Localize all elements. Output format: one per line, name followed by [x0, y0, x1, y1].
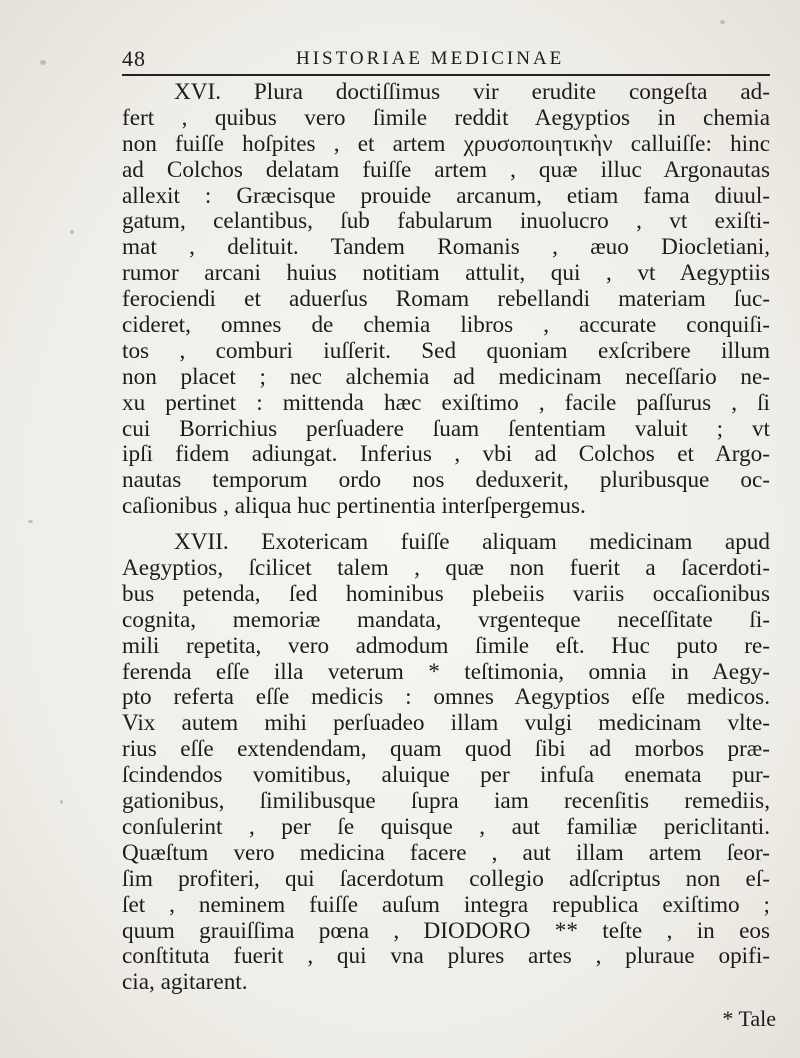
text-line: Quæſtum vero medicina facere , aut illam artem ſeor-: [122, 839, 770, 866]
paper-speck: [720, 20, 725, 24]
text-line: nautas temporum ordo nos deduxerit, pluribusque oc-: [122, 467, 770, 494]
text-line: cui Borrichius perſuadere ſuam ſententiam valuit ; vt: [122, 415, 770, 442]
text-line: non fuiſſe hoſpites , et artem χρυσοποιητικὴν calluiſſe: hinc: [122, 130, 770, 157]
text-line: mat , delituit. Tandem Romanis , æuo Diocletiani,: [122, 234, 770, 261]
text-line: gatum, celantibus, ſub fabularum inuolucro , vt exiſti-: [122, 208, 770, 235]
text-line: XVI. Plura doctiſſimus vir erudite congeſta ad-: [174, 79, 770, 105]
text-line: mili repetita, vero admodum ſimile eſt. Huc puto re-: [122, 632, 770, 659]
text-line: tos , comburi iuſſerit. Sed quoniam exſcribere illum: [122, 337, 770, 364]
text-line: XVII. Exotericam fuiſſe aliquam medicinam apud: [174, 529, 770, 556]
text-line: Aegyptios, ſcilicet talem , quæ non fuerit a ſacerdoti-: [122, 555, 770, 582]
text-line: cideret, omnes de chemia libros , accurate conquiſi-: [122, 312, 770, 339]
paper-speck: [70, 230, 74, 234]
text-line: ipſi fidem adiungat. Inferius , vbi ad Colchos et Argo-: [122, 441, 770, 468]
text-line: caſionibus , aliqua huc pertinentia interſpergemus.: [122, 493, 586, 520]
text-line: allexit : Græcisque prouide arcanum, etiam fama diuul-: [122, 182, 770, 209]
text-line: Vix autem mihi perſuadeo illam vulgi medicinam vlte-: [122, 710, 770, 737]
text-line: xu pertinet : mittenda hæc exiſtimo , facile paſſurus , ſi: [122, 389, 770, 416]
text-line: ferociendi et aduerſus Romam rebellandi materiam ſuc-: [122, 286, 770, 313]
running-head: HISTORIAE MEDICINAE: [296, 48, 565, 69]
paper-speck: [40, 60, 46, 65]
body-text: [122, 80, 770, 996]
text-line: ſet , neminem fuiſſe auſum integra republica exiſtimo ;: [122, 891, 770, 918]
paper-speck: [60, 800, 63, 804]
text-line: ferenda eſſe illa veterum * teſtimonia, omnia in Aegy-: [122, 658, 770, 685]
paper-speck: [28, 520, 33, 523]
text-line: ſcindendos vomitibus, aluique per infuſa enemata pur-: [122, 762, 770, 789]
text-line: cognita, memoriæ mandata, vrgenteque neceſſitate ſi-: [122, 606, 770, 633]
text-line: conſtituta fuerit , qui vna plures artes , pluraue opifi-: [122, 943, 770, 970]
text-line: ad Colchos delatam fuiſſe artem , quæ illuc Argonautas: [122, 156, 770, 183]
text-line: quum grauiſſima pœna , DIODORO ** teſte , in eos: [122, 917, 770, 944]
text-line: bus petenda, ſed hominibus plebeiis variis occaſionibus: [122, 580, 770, 607]
text-line: pto referta eſſe medicis : omnes Aegyptios eſſe medicos.: [122, 684, 770, 711]
text-line: rius eſſe extendendam, quam quod ſibi ad morbos præ-: [122, 736, 770, 763]
text-line: non placet ; nec alchemia ad medicinam neceſſario ne-: [122, 363, 770, 390]
text-line: cia, agitarent.: [122, 969, 248, 996]
text-line: rumor arcani huius notitiam attulit, qui , vt Aegyptiis: [122, 260, 770, 287]
header-rule: [122, 74, 770, 76]
text-line: conſulerint , per ſe quisque , aut familiæ periclitanti.: [122, 813, 770, 840]
page-header: [122, 44, 762, 72]
text-line: fert , quibus vero ſimile reddit Aegyptios in chemia: [122, 104, 770, 131]
text-line: gationibus, ſimilibusque ſupra iam recenſitis remediis,: [122, 788, 770, 815]
text-line: ſim profiteri, qui ſacerdotum collegio adſcriptus non eſ-: [122, 865, 770, 892]
catchword: * Tale: [722, 1006, 776, 1031]
page-number: 48: [122, 46, 146, 71]
